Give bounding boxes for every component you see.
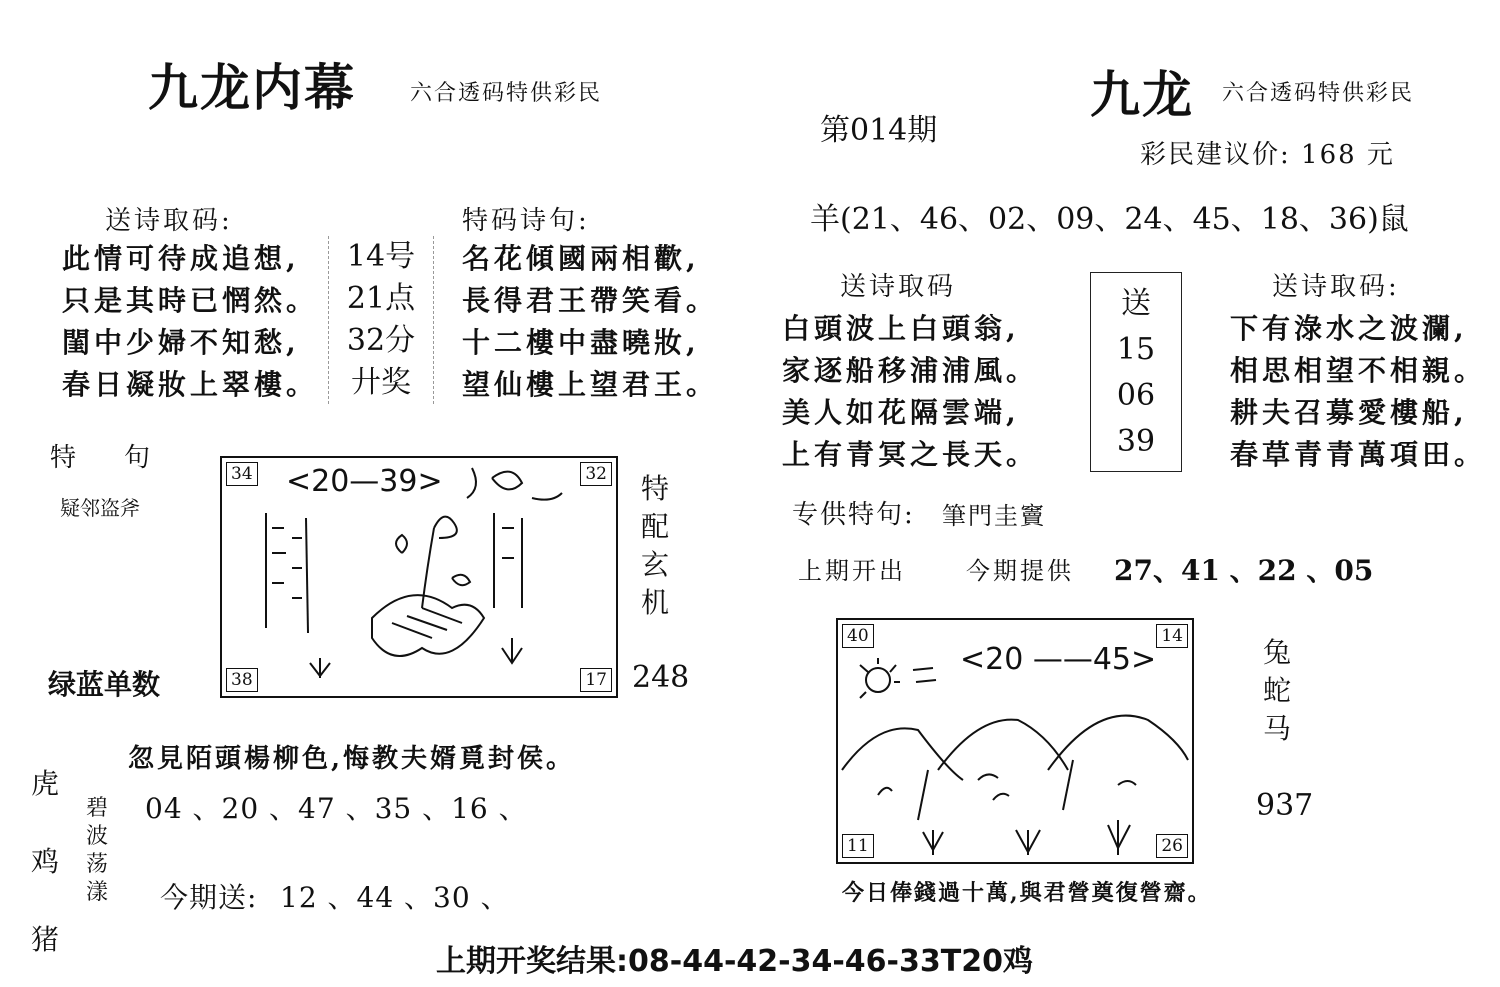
right-subtitle: 六合透码特供彩民: [1222, 81, 1415, 106]
sketch-corner-br: 17: [580, 668, 612, 692]
sketch-corner-br: 26: [1156, 834, 1188, 858]
left-poem-line: 此情可待成追想,: [62, 242, 300, 275]
green-blue-label: 绿蓝单数: [48, 668, 161, 701]
side-char: 蛇: [1262, 674, 1291, 707]
right-caption: 今日俸錢過十萬,與君營奠復營齋。: [842, 880, 1212, 906]
right-title: 九龙: [1090, 65, 1194, 124]
sketch-corner-tr: 32: [580, 462, 612, 486]
tema-poem-line: 名花傾國兩相歡,: [462, 242, 700, 275]
tema-label: 特码诗句:: [462, 206, 590, 236]
left-center-line: 21点: [346, 281, 416, 316]
right-poem-1: [782, 308, 1038, 476]
last-issue-label: 上期开出: [798, 557, 906, 585]
sheep-line: 羊(21、46、02、09、24、45、18、36)鼠: [810, 202, 1409, 237]
animal-char: 虎: [30, 767, 59, 800]
tema-poem-line: 望仙樓上望君王。: [462, 368, 719, 401]
left-poem-label: 送诗取码:: [105, 206, 233, 236]
right-sketch: [836, 618, 1194, 864]
teju-label: 特 句: [50, 443, 154, 473]
left-side-number: 248: [632, 660, 690, 695]
left-poem-line: 只是其時已惘然。: [62, 284, 319, 317]
right-center-line: 06: [1116, 378, 1156, 413]
right-side-vertical: [1260, 634, 1294, 748]
right-poem-line: 白頭波上白頭翁,: [782, 312, 1020, 345]
right-poem-line: 耕夫召募愛樓船,: [1230, 396, 1468, 429]
left-center-line: 32分: [346, 323, 416, 358]
right-center-line: 送: [1121, 286, 1151, 321]
side-char: 机: [640, 586, 669, 619]
sketch-corner-tl: 40: [842, 624, 874, 648]
right-poem-line: 美人如花隔雲端,: [782, 396, 1020, 429]
bibo-char: 碧: [85, 796, 108, 821]
side-char: 兔: [1262, 636, 1291, 669]
tema-poem-line: 十二樓中盡曉妝,: [462, 326, 700, 359]
side-char: 马: [1262, 712, 1291, 745]
special-text: 筆門圭竇: [942, 502, 1046, 530]
bibo-vertical: [80, 795, 114, 907]
special-label: 专供特句:: [792, 500, 915, 530]
animal-char: 猪: [30, 923, 59, 956]
left-subtitle: 六合透码特供彩民: [410, 81, 603, 106]
right-center-box: [1090, 272, 1182, 472]
sketch-corner-tl: 34: [226, 462, 258, 486]
right-center-line: 15: [1116, 332, 1156, 367]
issue-number: 第014期: [820, 113, 938, 148]
provide-label: 今期提供: [966, 557, 1074, 585]
left-title: 九龙内幕: [148, 58, 356, 117]
teju-text: 疑邻盗斧: [60, 496, 140, 520]
bibo-char: 波: [85, 824, 108, 849]
sketch-corner-tr: 14: [1156, 624, 1188, 648]
right-side-number: 937: [1256, 788, 1314, 823]
mountain-sketch-icon: [838, 620, 1192, 862]
sketch-corner-bl: 11: [842, 834, 874, 858]
right-poem-label-2: 送诗取码:: [1272, 272, 1400, 302]
bibo-char: 荡: [85, 852, 108, 877]
right-center-line: 39: [1116, 424, 1156, 459]
provide-numbers: 27、41 、22 、05: [1114, 554, 1374, 587]
right-poem-line: 相思相望不相親。: [1230, 354, 1487, 387]
animal-char: 鸡: [30, 845, 59, 878]
send-label: 今期送:: [160, 881, 258, 914]
right-poem-line: 家逐船移浦浦風。: [782, 354, 1039, 387]
left-poem-line: 春日凝妝上翠樓。: [62, 368, 319, 401]
left-verse: 忽見陌頭楊柳色,悔教夫婿覓封侯。: [128, 744, 576, 774]
right-poem-label-1: 送诗取码: [840, 272, 957, 302]
left-poem-line: 閨中少婦不知愁,: [62, 326, 300, 359]
tema-poem-line: 長得君王帶笑看。: [462, 284, 719, 317]
side-char: 配: [640, 510, 669, 543]
sketch-corner-bl: 38: [226, 668, 258, 692]
side-char: 玄: [640, 548, 669, 581]
left-center-line: 廾奖: [351, 365, 411, 400]
left-poem: [62, 238, 318, 406]
sketch-range: <20 ——45>: [960, 642, 1157, 677]
animals-vertical: [28, 745, 62, 979]
left-side-vertical: [638, 470, 672, 622]
side-char: 特: [640, 472, 669, 505]
right-poem-line: 春草青青萬項田。: [1230, 438, 1487, 471]
left-sketch: [220, 456, 618, 698]
right-poem-line: 上有青冥之長天。: [782, 438, 1039, 471]
bibo-char: 漾: [85, 880, 108, 905]
right-poem-line: 下有淥水之波瀾,: [1230, 312, 1468, 345]
left-center-box: [328, 236, 434, 404]
sketch-range: <20—39>: [286, 464, 443, 499]
price: 彩民建议价: 168 元: [1140, 140, 1395, 170]
send-numbers: 12 、44 、30 、: [280, 881, 510, 914]
tema-poem: [462, 238, 718, 406]
plant-sketch-icon: [222, 458, 616, 696]
last-result: 上期开奖结果:08-44-42-34-46-33T20鸡: [436, 944, 1033, 979]
right-poem-2: [1230, 308, 1486, 476]
left-center-line: 14号: [346, 239, 416, 274]
left-numbers-line: 04 、20 、47 、35 、16 、: [145, 792, 528, 825]
